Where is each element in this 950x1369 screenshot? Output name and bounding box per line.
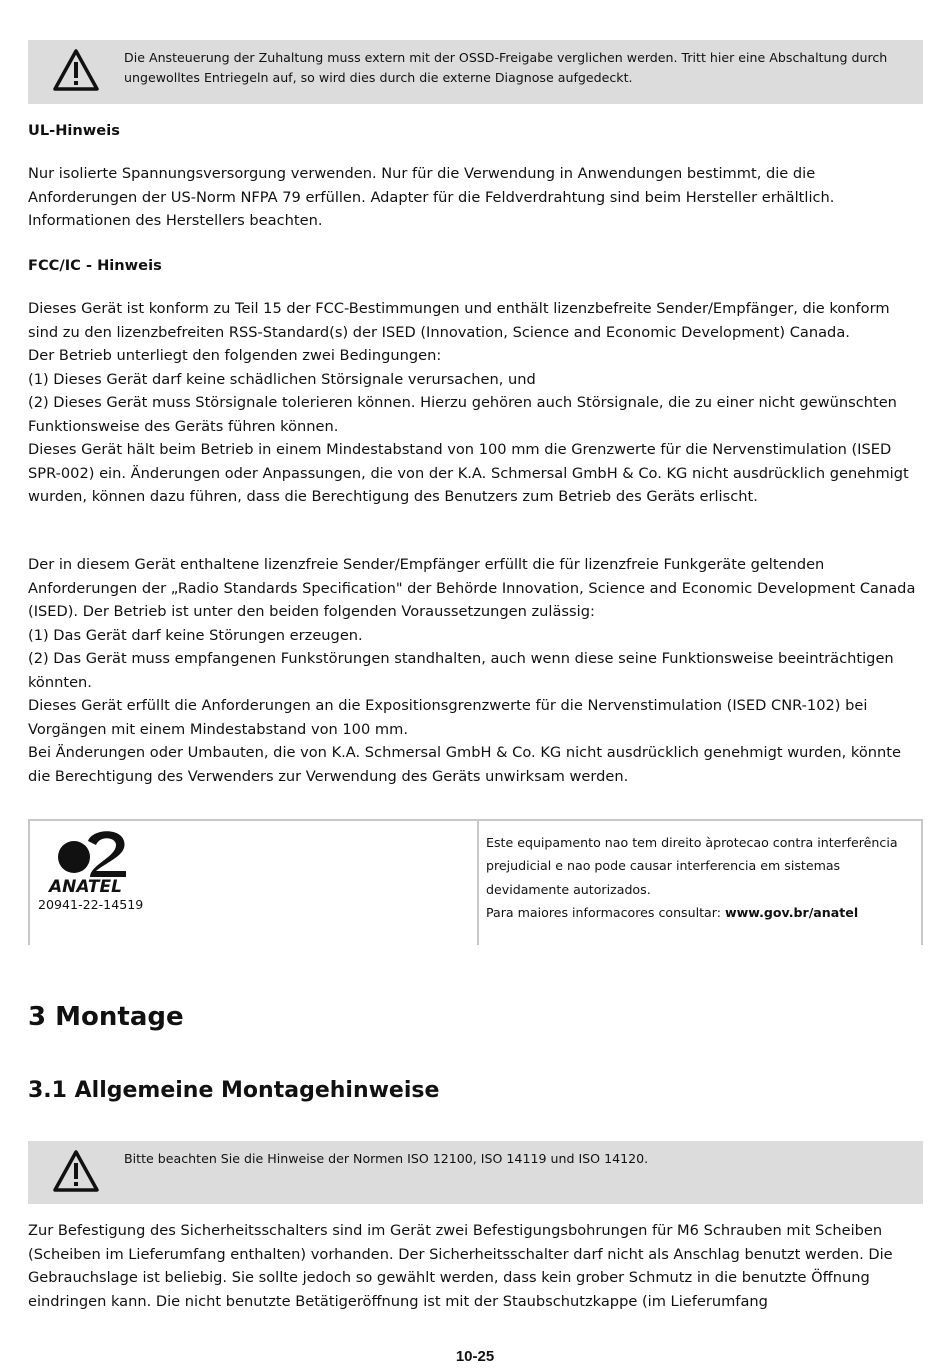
fcc-block-2 [28,553,923,788]
anatel-logo-text: ANATEL [49,877,122,895]
ised-paragraph: Dieses Gerät erfüllt die Anforderungen an die Expositionsgrenzwerte für die Nervenstimulation (ISED CNR-102) bei Vorgängen mit einem Mindestabstand von 100 mm. [28,697,868,738]
warning-notice-top [28,40,923,104]
fcc-paragraph: Dieses Gerät ist konform zu Teil 15 der FCC-Bestimmungen und enthält lizenzbefreite Sender/Empfänger, die konform sind zu den lizenzbefreiten RSS-Standard(s) der ISED (Innovation, Science and Economic Development) Canada. [28,300,890,341]
warning-notice-text: Bitte beachten Sie die Hinweise der Normen ISO 12100, ISO 14119 und ISO 14120. [124,1151,649,1166]
ised-paragraph: (2) Das Gerät muss empfangenen Funkstörungen standhalten, auch wenn diese seine Funktionsweise beeinträchtigen könnten. [28,650,894,691]
anatel-consult-line [486,901,913,924]
anatel-consult-prefix: Para maiores informacores consultar: [486,904,725,920]
fcc-paragraph: (2) Dieses Gerät muss Störsignale tolerieren können. Hierzu gehören auch Störsignale, die zu einer nicht gewünschten Funktionsweise des Geräts führen können. [28,394,897,435]
fcc-paragraph: (1) Dieses Gerät darf keine schädlichen Störsignale verursachen, und [28,370,536,388]
anatel-code: 20941-22-14519 [38,897,144,912]
anatel-line: Este equipamento nao tem direito àprotecao contra interferência [486,835,898,850]
anatel-logo [38,825,138,895]
anatel-link[interactable]: www.gov.br/anatel [724,904,859,920]
ised-paragraph: (1) Das Gerät darf keine Störungen erzeugen. [28,626,363,644]
fcc-heading: FCC/IC - Hinweis [28,257,162,274]
mounting-paragraph: Zur Befestigung des Sicherheitsschalters sind im Gerät zwei Befestigungsbohrungen für M6 Schrauben mit Scheiben (Scheiben im Lieferumfang enthalten) vorhanden. Der Sicherheitsschalter darf nicht als Anschlag benutzt werden. Die Gebrauchslage ist beliebig. Sie sollte jedoch so gewählt werden, dass kein grober Schmutz in die benutzte Öffnung eindringen kann. Die nicht benutzte Betätigeröffnung ist mit der Staubschutzkappe (im Lieferumfang [28,1222,893,1310]
anatel-table [28,819,923,945]
fcc-paragraph: Der Betrieb unterliegt den folgenden zwei Bedingungen: [28,347,442,364]
anatel-logo-cell [30,821,479,945]
ised-paragraph: Der in diesem Gerät enthaltene lizenzfreie Sender/Empfänger erfüllt die für lizenzfreie Funkgeräte geltenden Anforderungen der „Radio Standards Specification" der Behörde Innovation, Science and Economic Development Canada (ISED). Der Betrieb ist unter den beiden folgenden Voraussetzungen zulässig: [28,556,916,620]
ul-paragraph: Nur isolierte Spannungsversorgung verwenden. Nur für die Verwendung in Anwendungen bestimmt, die die Anforderungen der US-Norm NFPA 79 erfüllen. Adapter für die Feldverdrahtung sind beim Hersteller erhältlich. Informationen des Herstellers beachten. [28,165,835,229]
section-heading: 3 Montage [28,1002,184,1032]
ised-paragraph: Bei Änderungen oder Umbauten, die von K.A. Schmersal GmbH & Co. KG nicht ausdrücklich genehmigt wurden, könnte die Berechtigung des Verwenders zur Verwendung des Geräts unwirksam werden. [28,744,901,785]
ul-heading: UL-Hinweis [28,122,120,139]
warning-notice-text: Die Ansteuerung der Zuhaltung muss extern mit der OSSD-Freigabe verglichen werden. Tritt hier eine Abschaltung durch ungewolltes Entriegeln auf, so wird dies durch die externe Diagnose aufgedeckt. [124,50,888,85]
warning-triangle-icon [28,1149,124,1193]
subsection-heading: 3.1 Allgemeine Montagehinweise [28,1078,440,1103]
page-number: 10-25 [455,1348,495,1365]
anatel-line: devidamente autorizados. [486,881,651,897]
anatel-text-cell [479,821,921,945]
anatel-line: prejudicial e nao pode causar interferencia em sistemas [486,858,841,874]
fcc-block-1 [28,297,923,509]
warning-notice-bottom [28,1141,923,1204]
fcc-paragraph: Dieses Gerät hält beim Betrieb in einem Mindestabstand von 100 mm die Grenzwerte für die Nervenstimulation (ISED SPR-002) ein. Änderungen oder Anpassungen, die von der K.A. Schmersal GmbH & Co. KG nicht ausdrücklich genehmigt wurden, können dazu führen, dass die Berechtigung des Benutzers zum Betrieb des Geräts erlischt. [28,441,909,505]
warning-triangle-icon [28,48,124,92]
